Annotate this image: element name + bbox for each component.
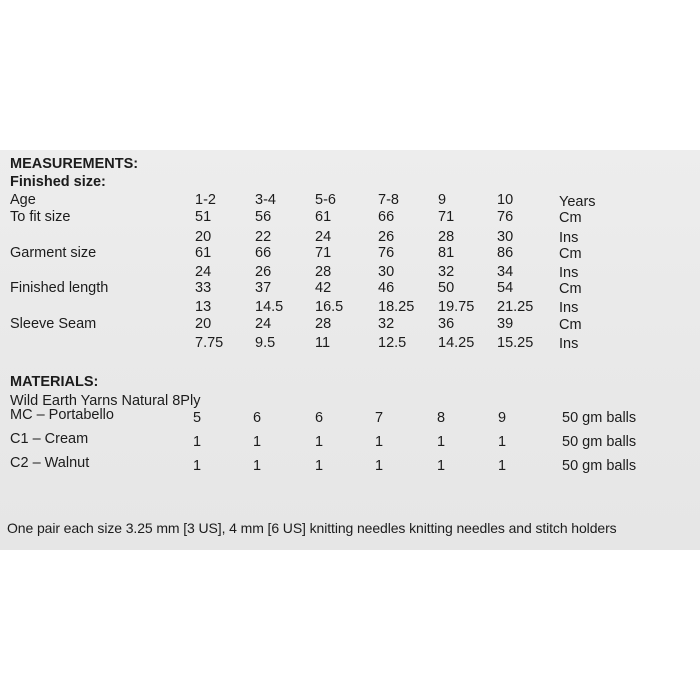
ball-count: 1 xyxy=(375,434,384,450)
size-value: 76 xyxy=(497,209,514,225)
size-value: 50 xyxy=(438,280,455,296)
unit-label: Cm xyxy=(559,281,582,297)
color-label: MC – Portabello xyxy=(10,407,114,423)
unit-label: Cm xyxy=(559,210,582,226)
ball-count: 9 xyxy=(498,410,507,426)
ball-count: 1 xyxy=(498,458,507,474)
size-value: 7-8 xyxy=(378,192,399,208)
size-value: 37 xyxy=(255,280,272,296)
size-value: 81 xyxy=(438,245,455,261)
size-value: 16.5 xyxy=(315,299,344,315)
size-value: 32 xyxy=(378,316,395,332)
unit-label: Ins xyxy=(559,300,579,316)
size-value: 42 xyxy=(315,280,332,296)
row-label: Sleeve Seam xyxy=(10,316,97,332)
pattern-card xyxy=(0,150,700,550)
size-value: 20 xyxy=(195,229,212,245)
size-value: 54 xyxy=(497,280,514,296)
size-value: 71 xyxy=(315,245,332,261)
size-value: 32 xyxy=(438,264,455,280)
size-value: 9 xyxy=(438,192,447,208)
size-value: 34 xyxy=(497,264,514,280)
row-label: Garment size xyxy=(10,245,97,261)
size-value: 76 xyxy=(378,245,395,261)
size-value: 66 xyxy=(255,245,272,261)
ball-count: 1 xyxy=(437,458,446,474)
size-value: 18.25 xyxy=(378,299,415,315)
size-value: 1-2 xyxy=(195,192,216,208)
size-value: 71 xyxy=(438,209,455,225)
size-value: 15.25 xyxy=(497,335,534,351)
size-value: 3-4 xyxy=(255,192,276,208)
size-value: 24 xyxy=(195,264,212,280)
size-value: 12.5 xyxy=(378,335,407,351)
size-value: 51 xyxy=(195,209,212,225)
size-value: 26 xyxy=(378,229,395,245)
yarn-name: Wild Earth Yarns Natural 8Ply xyxy=(10,393,201,409)
color-label: C2 – Walnut xyxy=(10,455,90,471)
ball-count: 1 xyxy=(253,434,262,450)
size-value: 28 xyxy=(315,316,332,332)
size-value: 9.5 xyxy=(255,335,276,351)
size-value: 20 xyxy=(195,316,212,332)
unit-label: Cm xyxy=(559,246,582,262)
size-value: 10 xyxy=(497,192,514,208)
needles-note: One pair each size 3.25 mm [3 US], 4 mm [6 US] knitting needles knitting needles and stitch holders xyxy=(7,520,617,536)
size-value: 28 xyxy=(315,264,332,280)
ball-count: 7 xyxy=(375,410,384,426)
ball-count: 1 xyxy=(253,458,262,474)
size-value: 13 xyxy=(195,299,212,315)
ball-count: 5 xyxy=(193,410,202,426)
size-value: 86 xyxy=(497,245,514,261)
size-value: 19.75 xyxy=(438,299,475,315)
ball-count: 8 xyxy=(437,410,446,426)
row-label: Finished length xyxy=(10,280,109,296)
size-value: 61 xyxy=(315,209,332,225)
measurements-heading: MEASUREMENTS: xyxy=(10,156,139,172)
size-value: 33 xyxy=(195,280,212,296)
unit-label: Ins xyxy=(559,336,579,352)
ball-count: 1 xyxy=(315,434,324,450)
size-value: 22 xyxy=(255,229,272,245)
size-value: 5-6 xyxy=(315,192,336,208)
unit-label: Years xyxy=(559,194,596,210)
unit-label: 50 gm balls xyxy=(562,458,637,474)
ball-count: 1 xyxy=(315,458,324,474)
size-value: 36 xyxy=(438,316,455,332)
finished-size-heading: Finished size: xyxy=(10,174,106,190)
ball-count: 1 xyxy=(193,458,202,474)
unit-label: 50 gm balls xyxy=(562,434,637,450)
unit-label: Cm xyxy=(559,317,582,333)
ball-count: 6 xyxy=(315,410,324,426)
unit-label: Ins xyxy=(559,230,579,246)
ball-count: 1 xyxy=(375,458,384,474)
materials-heading: MATERIALS: xyxy=(10,374,99,390)
size-value: 7.75 xyxy=(195,335,224,351)
color-label: C1 – Cream xyxy=(10,431,89,447)
unit-label: Ins xyxy=(559,265,579,281)
ball-count: 1 xyxy=(437,434,446,450)
size-value: 11 xyxy=(315,335,331,351)
size-value: 14.25 xyxy=(438,335,475,351)
size-value: 21.25 xyxy=(497,299,534,315)
size-value: 56 xyxy=(255,209,272,225)
ball-count: 1 xyxy=(193,434,202,450)
size-value: 28 xyxy=(438,229,455,245)
size-value: 46 xyxy=(378,280,395,296)
size-value: 26 xyxy=(255,264,272,280)
size-value: 61 xyxy=(195,245,212,261)
row-label: Age xyxy=(10,192,36,208)
size-value: 39 xyxy=(497,316,514,332)
size-value: 30 xyxy=(378,264,395,280)
size-value: 14.5 xyxy=(255,299,284,315)
size-value: 66 xyxy=(378,209,395,225)
ball-count: 6 xyxy=(253,410,262,426)
ball-count: 1 xyxy=(498,434,507,450)
size-value: 24 xyxy=(255,316,272,332)
row-label: To fit size xyxy=(10,209,71,225)
unit-label: 50 gm balls xyxy=(562,410,637,426)
size-value: 24 xyxy=(315,229,332,245)
size-value: 30 xyxy=(497,229,514,245)
